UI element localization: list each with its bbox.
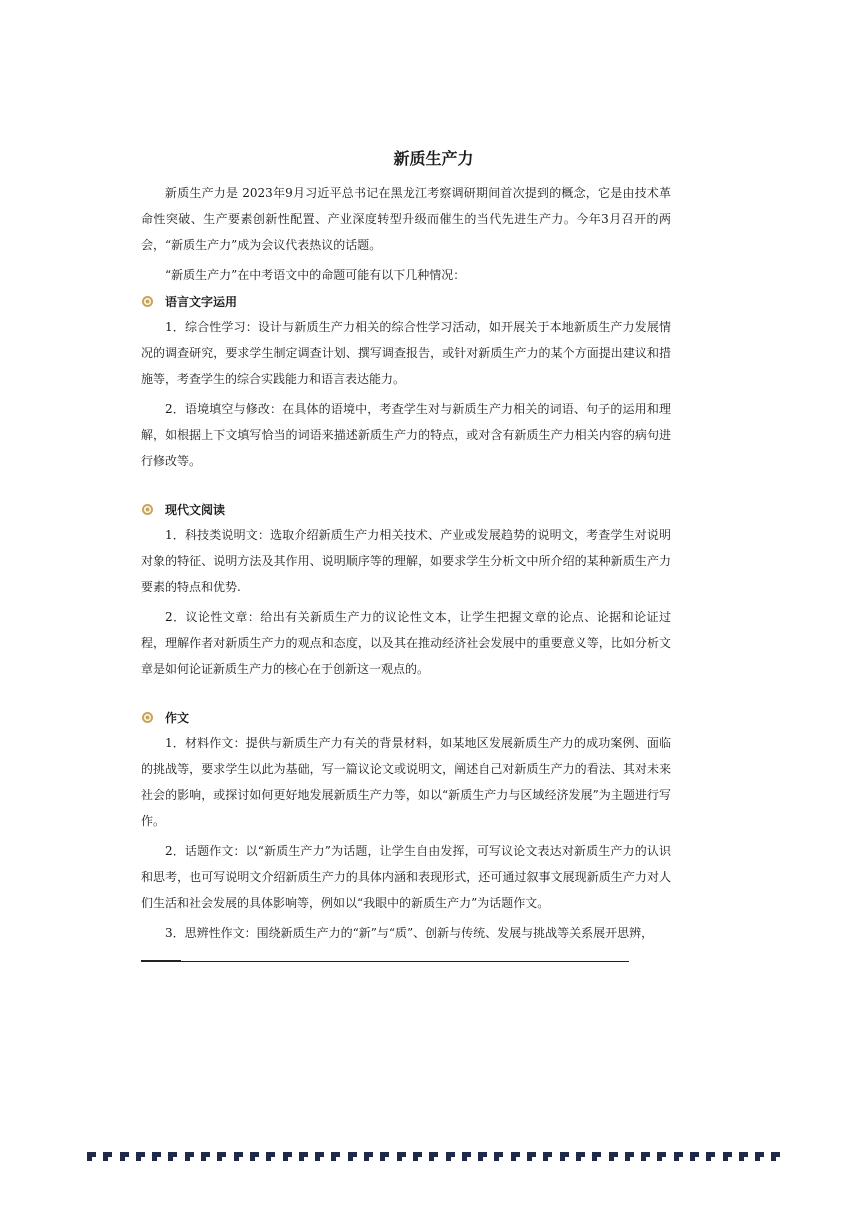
footer-dot-icon [217,1152,226,1161]
footer-dot-icon [690,1152,699,1161]
footer-dot-icon [527,1152,536,1161]
footer-dot-icon [234,1152,243,1161]
footer-dot-icon [120,1152,129,1161]
footer-dot-icon [494,1152,503,1161]
footer-dot-icon [315,1152,324,1161]
footer-dot-icon [103,1152,112,1161]
footer-dot-icon [429,1152,438,1161]
footer-dot-icon [348,1152,357,1161]
section-paragraph: 3．思辨性作文：围绕新质生产力的“新”与“质”、创新与传统、发展与挑战等关系展开思辨， [165,926,654,940]
footer-dot-icon [576,1152,585,1161]
footnote-divider [141,961,629,962]
footer-dot-icon [397,1152,406,1161]
section-paragraph: 2．话题作文：以“新质生产力”为话题，让学生自由发挥，可写议论文表达对新质生产力的认识和思考，也可写说明文介绍新质生产力的具体内涵和表现形式，还可通过叙事文展现新质生产力对人们生活和社会发展的具体影响等，例如以“我眼中的新质生产力”为话题作文。 [141,844,671,910]
footer-dot-icon [136,1152,145,1161]
footer-dot-icon [771,1152,780,1161]
footer-dot-icon [283,1152,292,1161]
section-heading-text: 作文 [165,710,190,725]
footer-dot-icon [609,1152,618,1161]
footer-dot-icon [511,1152,520,1161]
footer-dot-icon [462,1152,471,1161]
circle-bullet-icon [142,504,153,515]
footer-dot-icon [364,1152,373,1161]
section-paragraph: 1．科技类说明文：选取介绍新质生产力相关技术、产业或发展趋势的说明文，考查学生对说明对象的特征、说明方法及其作用、说明顺序等的理解，如要求学生分析文中所介绍的某种新质生产力要素的特点和优势. [141,528,671,594]
footer-dot-icon [755,1152,764,1161]
footer-dot-icon [446,1152,455,1161]
document-body [141,180,671,946]
footer-dot-icon [560,1152,569,1161]
section-paragraph: 2．语境填空与修改：在具体的语境中，考查学生对与新质生产力相关的词语、句子的运用和理解，如根据上下文填写恰当的词语来描述新质生产力的特点，或对含有新质生产力相关内容的病句进行修改等。 [141,402,671,468]
footer-dot-icon [592,1152,601,1161]
footer-dot-icon [87,1152,96,1161]
footer-dot-icon [723,1152,732,1161]
section-heading-reading [141,496,671,522]
circle-bullet-icon [142,296,153,307]
footer-dot-icon [674,1152,683,1161]
footer-dot-icon [657,1152,666,1161]
page-title: 新质生产力 [393,149,474,168]
intro-paragraph: 新质生产力是 2023年9月习近平总书记在黑龙江考察调研期间首次提到的概念，它是由技术革命性突破、生产要素创新性配置、产业深度转型升级而催生的当代先进生产力。今年3月召开的两会，“新质生产力”成为会议代表热议的话题。 [141,186,671,252]
footer-dot-icon [543,1152,552,1161]
footer-dot-icon [250,1152,259,1161]
dotted-border-icon [87,1152,781,1164]
footer-dot-icon [641,1152,650,1161]
section-paragraph: 1．综合性学习：设计与新质生产力相关的综合性学习活动，如开展关于本地新质生产力发展情况的调查研究，要求学生制定调查计划、撰写调查报告，或针对新质生产力的某个方面提出建议和措施等，考查学生的综合实践能力和语言表达能力。 [141,320,671,386]
circle-bullet-icon [142,712,153,723]
footer-dot-icon [331,1152,340,1161]
footer-dot-icon [413,1152,422,1161]
intro-paragraph: “新质生产力”在中考语文中的命题可能有以下几种情况： [165,268,466,282]
section-heading-text: 语言文字运用 [165,294,238,309]
footer-dot-icon [706,1152,715,1161]
section-paragraph: 1．材料作文：提供与新质生产力有关的背景材料，如某地区发展新质生产力的成功案例、面临的挑战等，要求学生以此为基础，写一篇议论文或说明文，阐述自己对新质生产力的看法、其对未来社会的影响，或探讨如何更好地发展新质生产力等，如以“新质生产力与区域经济发展”为主题进行写作。 [141,736,671,828]
section-heading-composition [141,704,671,730]
footer-dot-icon [185,1152,194,1161]
section-paragraph: 2．议论性文章：给出有关新质生产力的议论性文本，让学生把握文章的论点、论据和论证过程，理解作者对新质生产力的观点和态度，以及其在推动经济社会发展中的重要意义等，比如分析文章是如何论证新质生产力的核心在于创新这一观点的。 [141,610,671,676]
section-heading-language [141,288,671,314]
footer-dot-icon [299,1152,308,1161]
footer-dot-icon [625,1152,634,1161]
footer-dot-icon [266,1152,275,1161]
footer-dot-icon [201,1152,210,1161]
footer-dot-icon [168,1152,177,1161]
footer-dot-icon [380,1152,389,1161]
section-heading-text: 现代文阅读 [165,502,226,517]
footer-dot-icon [478,1152,487,1161]
footer-dot-icon [739,1152,748,1161]
footer-dot-icon [152,1152,161,1161]
